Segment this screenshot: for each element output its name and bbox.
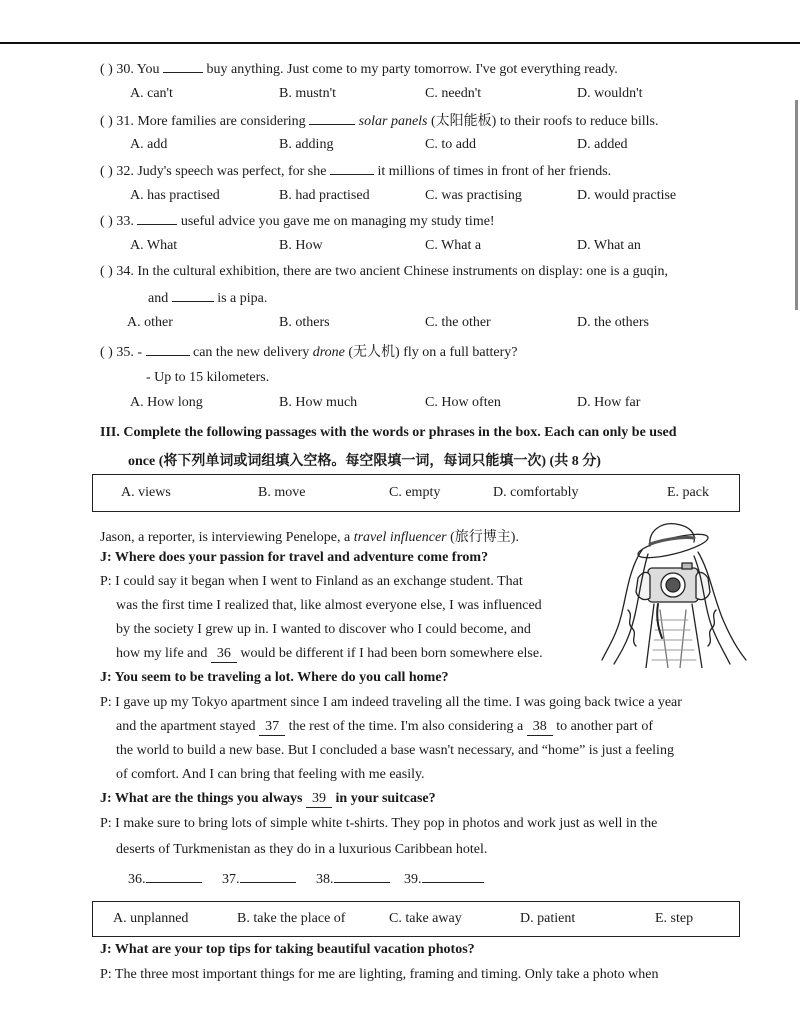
answer-36-line[interactable] <box>146 870 202 883</box>
answer-39[interactable] <box>404 870 484 888</box>
q30-stem-end: buy anything. Just come to my party tomorrow. I've got everything ready. <box>203 62 618 77</box>
answer-38-line[interactable] <box>334 870 390 883</box>
p2-line2-start: and the apartment stayed <box>116 719 260 734</box>
dialogue-p2-line4: of comfort. And I can bring that feeling with me easily. <box>116 767 425 782</box>
q30-option-c[interactable]: C. needn't <box>425 86 482 101</box>
q32-option-a[interactable]: A. has practised <box>130 188 220 203</box>
blank-37[interactable]: 37 <box>259 719 285 736</box>
q30-stem-start: ( ) 30. You <box>100 62 164 77</box>
q32-stem-start: ( ) 32. Judy's speech was perfect, for she <box>100 164 330 179</box>
q35-option-b[interactable]: B. How much <box>279 395 358 410</box>
box2-option-d[interactable]: D. patient <box>520 911 576 926</box>
q32-option-d[interactable]: D. would practise <box>577 188 677 203</box>
q35-stem-start: ( ) 35. - <box>100 345 146 360</box>
dialogue-p2-line3: the world to build a new base. But I concluded a base wasn't necessary, and “home” is just a feeling <box>116 743 674 758</box>
answer-39-line[interactable] <box>422 870 484 883</box>
top-rule <box>0 42 800 44</box>
q31-blank[interactable] <box>309 113 355 125</box>
question-32 <box>100 163 611 180</box>
q35-italic-term: drone <box>312 345 345 360</box>
intro-text-start: Jason, a reporter, is interviewing Penelope, a <box>100 530 354 545</box>
blank-38[interactable]: 38 <box>527 719 553 736</box>
answer-37-label: 37. <box>222 872 240 887</box>
dialogue-j1: J: Where does your passion for travel and adventure come from? <box>100 550 489 565</box>
q30-blank[interactable] <box>163 61 203 73</box>
photographer-illustration <box>598 520 750 673</box>
question-34 <box>100 264 668 280</box>
box1-option-e[interactable]: E. pack <box>667 485 709 500</box>
q31-stem-end: (太阳能板) to their roofs to reduce bills. <box>427 114 659 129</box>
box1-option-c[interactable]: C. empty <box>389 485 441 500</box>
q35-option-d[interactable]: D. How far <box>577 395 641 410</box>
dialogue-p3-line2: deserts of Turkmenistan as they do in a luxurious Caribbean hotel. <box>116 842 488 857</box>
answer-38[interactable] <box>316 870 390 888</box>
box1-option-b[interactable]: B. move <box>258 485 306 500</box>
dialogue-p1-line2: was the first time I realized that, like almost everyone else, I was influenced <box>116 598 542 613</box>
q34-blank[interactable] <box>172 290 214 302</box>
q32-blank[interactable] <box>330 163 374 175</box>
question-31 <box>100 110 658 130</box>
j3-end: in your suitcase? <box>332 791 436 806</box>
q34-stem-line2-end: is a pipa. <box>213 291 268 306</box>
dialogue-p1-line1: P: I could say it began when I went to Finland as an exchange student. That <box>100 574 523 589</box>
q35-option-c[interactable]: C. How often <box>425 395 501 410</box>
dialogue-p3-line1: P: I make sure to bring lots of simple white t-shirts. They pop in photos and work just as well in the <box>100 816 658 831</box>
word-box-1 <box>92 474 740 512</box>
box2-option-a[interactable]: A. unplanned <box>113 911 189 926</box>
q35-option-a[interactable]: A. How long <box>130 395 203 410</box>
q33-stem-end: useful advice you gave me on managing my study time! <box>177 214 495 229</box>
q34-option-a[interactable]: A. other <box>127 315 173 330</box>
word-box-2 <box>92 901 740 937</box>
dialogue-p2-line1: P: I gave up my Tokyo apartment since I am indeed traveling all the time. I was going back twice a year <box>100 695 682 710</box>
photographer-icon <box>598 520 750 668</box>
q34-option-b[interactable]: B. others <box>279 315 330 330</box>
q31-option-c[interactable]: C. to add <box>425 137 476 152</box>
q33-option-b[interactable]: B. How <box>279 238 323 253</box>
dialogue-j3 <box>100 791 436 808</box>
q34-stem-line2-start: and <box>148 291 172 306</box>
p2-line2-end: to another part of <box>552 719 653 734</box>
q35-blank[interactable] <box>146 344 190 356</box>
q35-reply: - Up to 15 kilometers. <box>146 370 270 385</box>
q31-option-d[interactable]: D. added <box>577 137 628 152</box>
q34-stem-line2 <box>148 290 267 307</box>
q32-option-c[interactable]: C. was practising <box>425 188 522 203</box>
answer-37[interactable] <box>222 870 296 888</box>
q32-stem-end: it millions of times in front of her friends. <box>373 164 612 179</box>
dialogue-p1-line3: by the society I grew up in. I wanted to discover who I could become, and <box>116 622 531 637</box>
q34-option-c[interactable]: C. the other <box>425 315 491 330</box>
dialogue-j4: J: What are your top tips for taking beautiful vacation photos? <box>100 942 475 957</box>
j3-start: J: What are the things you always <box>100 791 307 806</box>
box1-option-d[interactable]: D. comfortably <box>493 485 579 500</box>
question-33 <box>100 213 495 230</box>
box2-option-e[interactable]: E. step <box>655 911 694 926</box>
q33-option-d[interactable]: D. What an <box>577 238 641 253</box>
q31-option-b[interactable]: B. adding <box>279 137 334 152</box>
question-35 <box>100 341 518 361</box>
q35-stem-end: (无人机) fly on a full battery? <box>344 345 518 360</box>
p1-line4-start: how my life and <box>116 646 211 661</box>
p2-line2-mid: the rest of the time. I'm also considering a <box>285 719 527 734</box>
blank-36[interactable]: 36 <box>211 646 237 663</box>
section-3-heading-line2: once (将下列单词或词组填入空格。每空限填一词，每词只能填一次) (共 8 分) <box>128 454 601 469</box>
p1-line4-end: would be different if I had been born somewhere else. <box>236 646 543 661</box>
box1-option-a[interactable]: A. views <box>121 485 171 500</box>
q35-stem-mid: can the new delivery <box>189 345 313 360</box>
intro-italic-term: travel influencer <box>353 530 447 545</box>
q32-option-b[interactable]: B. had practised <box>279 188 370 203</box>
q31-italic-term: solar panels <box>358 114 428 129</box>
q33-option-c[interactable]: C. What a <box>425 238 482 253</box>
q30-option-b[interactable]: B. mustn't <box>279 86 336 101</box>
dialogue-p4-line1: P: The three most important things for me are lighting, framing and timing. Only take a photo when <box>100 967 659 982</box>
q33-blank[interactable] <box>137 213 177 225</box>
answer-38-label: 38. <box>316 872 334 887</box>
section-3-heading-line1: III. Complete the following passages with the words or phrases in the box. Each can only be used <box>100 425 677 440</box>
answer-37-line[interactable] <box>240 870 296 883</box>
scrollbar[interactable] <box>795 100 798 310</box>
answer-36-label: 36. <box>128 872 146 887</box>
dialogue-p2-line2 <box>116 719 653 736</box>
intro-text-end: (旅行博主). <box>446 530 519 545</box>
answer-39-label: 39. <box>404 872 422 887</box>
q31-option-a[interactable]: A. add <box>130 137 168 152</box>
box2-option-b[interactable]: B. take the place of <box>237 911 346 926</box>
blank-39[interactable]: 39 <box>306 791 332 808</box>
q33-stem-start: ( ) 33. <box>100 214 138 229</box>
box2-option-c[interactable]: C. take away <box>389 911 462 926</box>
q33-option-a[interactable]: A. What <box>130 238 178 253</box>
q34-option-d[interactable]: D. the others <box>577 315 649 330</box>
q30-option-d[interactable]: D. wouldn't <box>577 86 643 101</box>
dialogue-p1-line4 <box>116 646 543 663</box>
q34-stem-line1: ( ) 34. In the cultural exhibition, there are two ancient Chinese instruments on display: one is a guqin, <box>100 264 669 279</box>
q31-stem-start: ( ) 31. More families are considering <box>100 114 310 129</box>
dialogue-j2: J: You seem to be traveling a lot. Where do you call home? <box>100 670 449 685</box>
q30-option-a[interactable]: A. can't <box>130 86 173 101</box>
question-30 <box>100 61 618 78</box>
answer-36[interactable] <box>128 870 202 888</box>
passage-intro <box>100 526 519 546</box>
